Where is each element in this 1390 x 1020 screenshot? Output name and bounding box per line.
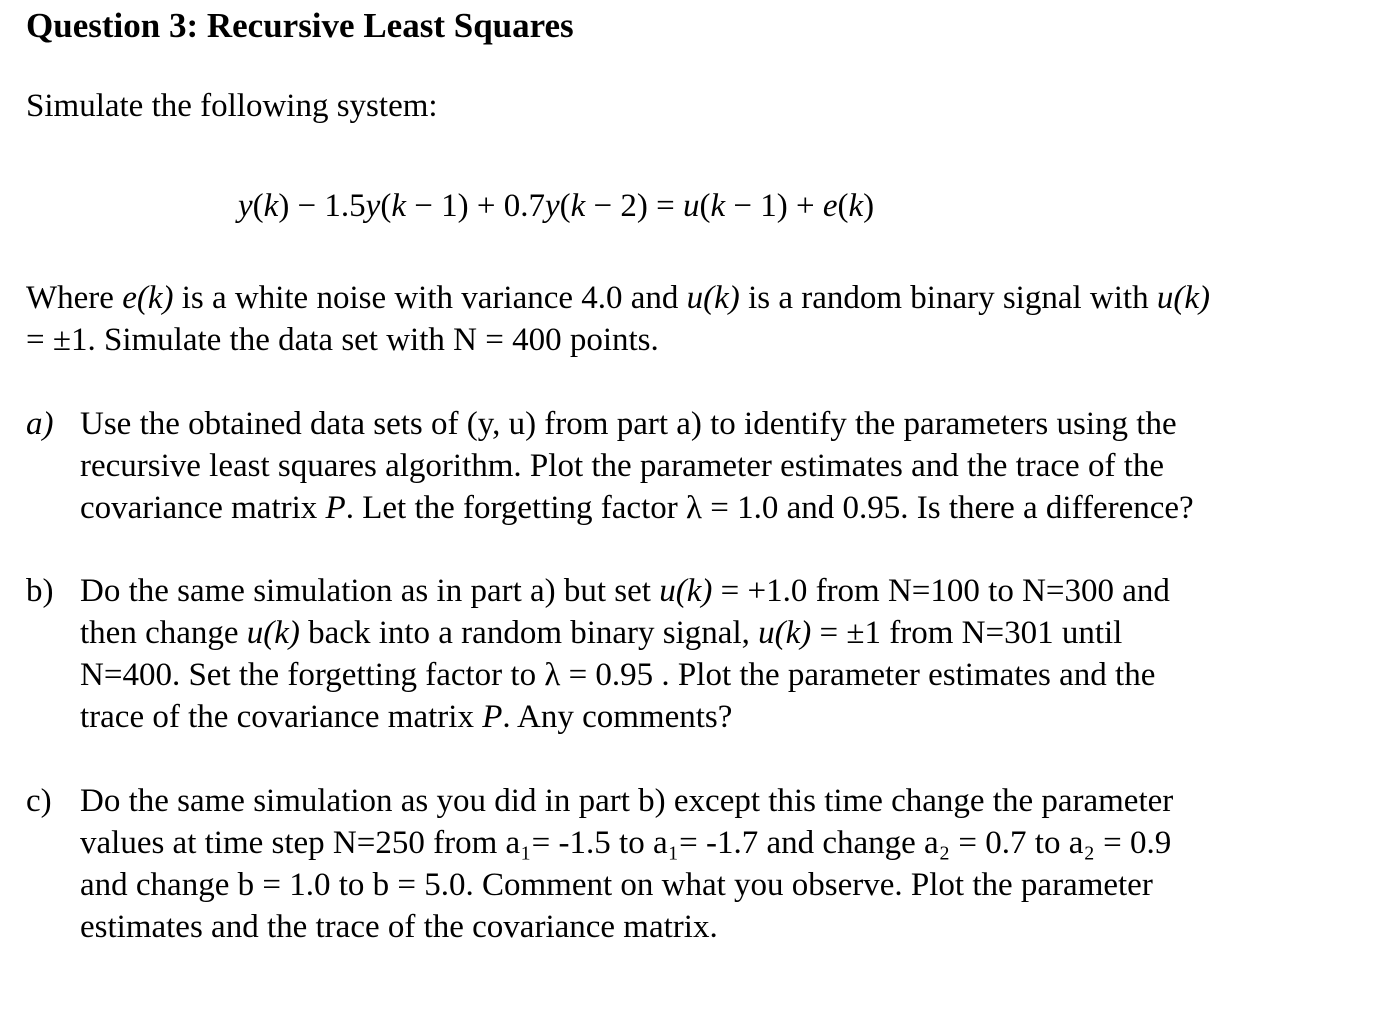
item-b-line-2 (80, 612, 1170, 654)
text-run: back into a random binary signal, (299, 615, 759, 651)
item-a-label: a) (26, 406, 54, 442)
where-line-1 (26, 277, 1210, 319)
eq-term: ( (699, 188, 711, 224)
text-run: . Let the forgetting factor λ = 1.0 and 0.95. Is there a difference? (345, 490, 1194, 526)
item-b-line-4 (80, 696, 1170, 738)
where-line-2: = ±1. Simulate the data set with N = 400 points. (26, 322, 659, 358)
item-c-line-2: values at time step N=250 from a₁= -1.5 to a₁= -1.7 and change a₂ = 0.7 to a₂ = 0.9 (80, 825, 1172, 861)
eq-term: y (238, 188, 253, 224)
text-run: P (325, 490, 346, 526)
text-run: u(k) (659, 573, 713, 609)
text-run: . Any comments? (502, 699, 733, 735)
text-run: = +1.0 from N=100 to N=300 and (712, 573, 1170, 609)
item-b-line-3: N=400. Set the forgetting factor to λ = 0.95 . Plot the parameter estimates and the (80, 657, 1156, 693)
item-c-body (80, 780, 1173, 948)
item-c-line-4: estimates and the trace of the covariance matrix. (80, 909, 718, 945)
text-run: u(k) (758, 615, 812, 651)
text-run: is a white noise with variance 4.0 and (173, 280, 687, 316)
text-run: covariance matrix (80, 490, 326, 526)
text-run: Do the same simulation as in part a) but set (80, 573, 660, 609)
eq-term: ) − 1.5 (278, 188, 366, 224)
eq-term: − 1) + 0.7 (405, 188, 545, 224)
where-paragraph (26, 277, 1210, 361)
eq-term: ( (837, 188, 849, 224)
text-run: e(k) (122, 280, 174, 316)
eq-term: y (544, 188, 560, 224)
eq-term: y (365, 188, 381, 224)
item-b-label: b) (26, 573, 54, 609)
text-run: is a random binary signal with (739, 280, 1157, 316)
eq-term: ( (380, 188, 392, 224)
item-c-label: c) (26, 783, 52, 819)
item-b-line-1 (80, 570, 1170, 612)
question-title: Question 3: Recursive Least Squares (26, 6, 574, 45)
text-run: u(k) (686, 280, 740, 316)
item-a-line-1: Use the obtained data sets of (y, u) from part a) to identify the parameters using the (80, 406, 1177, 442)
eq-term: ) (863, 188, 875, 224)
item-c-line-3: and change b = 1.0 to b = 5.0. Comment on what you observe. Plot the parameter (80, 867, 1153, 903)
eq-term: k (848, 188, 864, 224)
eq-term: u (682, 188, 700, 224)
intro-text: Simulate the following system: (26, 88, 438, 124)
eq-term: − 2) = (585, 188, 683, 224)
eq-term: − 1) + (725, 188, 823, 224)
item-a-line-2: recursive least squares algorithm. Plot the parameter estimates and the trace of the (80, 448, 1165, 484)
text-run: Where (26, 280, 123, 316)
eq-term: k (391, 188, 406, 224)
eq-term: k (710, 188, 726, 224)
item-a-line-3 (80, 487, 1194, 529)
eq-term: ( (252, 188, 264, 224)
item-c-line-1: Do the same simulation as you did in part b) except this time change the parameter (80, 783, 1174, 819)
eq-term: k (570, 188, 586, 224)
eq-term: ( (559, 188, 571, 224)
text-run: u(k) (1156, 280, 1210, 316)
text-run: = ±1 from N=301 until (811, 615, 1123, 651)
eq-term: k (263, 188, 279, 224)
text-run: P (482, 699, 503, 735)
item-a-body (80, 403, 1194, 529)
item-b-body (80, 570, 1170, 738)
text-run: u(k) (246, 615, 300, 651)
text-run: trace of the covariance matrix (80, 699, 483, 735)
eq-term: e (822, 188, 838, 224)
text-run: then change (80, 615, 247, 651)
system-equation (238, 188, 874, 225)
